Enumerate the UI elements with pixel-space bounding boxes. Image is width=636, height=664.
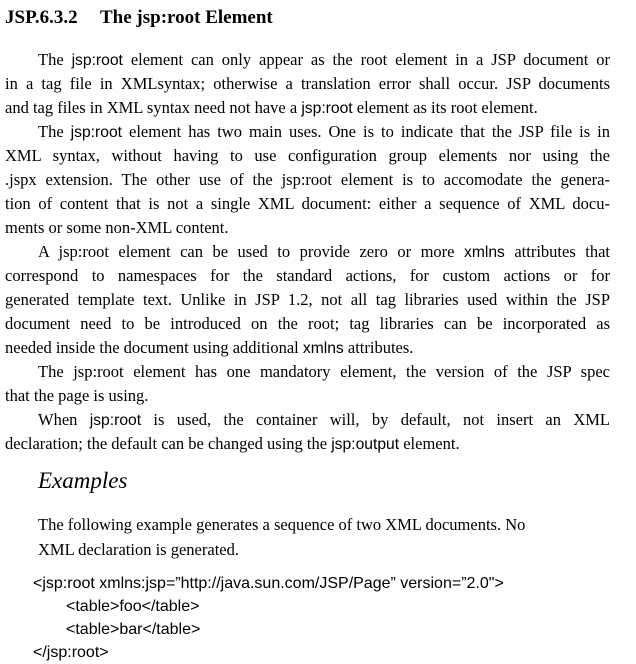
text-segment: generated template text. Unlike in JSP 1.2, not all tag libraries used within the JSP (5, 290, 610, 309)
inline-code-term: jsp:root (89, 412, 142, 429)
inline-code-term: jsp:root (301, 100, 353, 117)
text-segment: declaration; the default can be changed using the (5, 434, 332, 453)
text-line (5, 408, 610, 432)
text-line (5, 312, 610, 336)
text-segment: needed inside the document using additional (5, 338, 303, 357)
code-line: <jsp:root xmlns:jsp=”http://java.sun.com/JSP/Page” version=”2.0"> (33, 575, 504, 592)
example-intro (38, 512, 610, 562)
body-paragraph (5, 120, 610, 240)
text-segment: in a tag file in XMLsyntax; otherwise a translation error shall occur. JSP documents (5, 74, 610, 93)
text-segment: The (38, 122, 71, 141)
text-segment: A jsp:root element can be used to provide zero or more (38, 242, 464, 261)
text-line (5, 120, 610, 144)
code-line: </jsp:root> (33, 644, 109, 661)
inline-code-term: jsp:root (71, 52, 123, 69)
text-line (38, 537, 610, 562)
text-line (5, 96, 610, 120)
text-segment: XML declaration is generated. (38, 540, 239, 559)
text-line (5, 432, 610, 456)
code-line: <table>foo</table> (66, 598, 200, 615)
examples-heading: Examples (38, 468, 128, 493)
text-line (5, 264, 610, 288)
text-segment: element can only appear as the root element in a JSP document or (122, 50, 610, 69)
text-segment: tion of content that is not a single XML document: either a sequence of XML docu- (5, 194, 610, 213)
inline-code-term: jsp:output (331, 436, 400, 453)
text-line (5, 168, 610, 192)
inline-code-term: xmlns (302, 340, 344, 357)
body-paragraph (5, 48, 610, 120)
text-segment: correspond to namespaces for the standard actions, for custom actions or for (5, 266, 610, 285)
text-segment: element has two main uses. One is to indicate that the JSP file is in (122, 122, 610, 141)
text-line (5, 72, 610, 96)
inline-code-term: jsp:root (70, 124, 122, 141)
text-segment: and tag files in XML syntax need not have a (5, 98, 302, 117)
text-segment: element as its root element. (352, 98, 538, 117)
text-line (5, 288, 610, 312)
section-heading (5, 6, 636, 30)
text-segment: .jspx extension. The other use of the jsp:root element is to accomodate the genera- (5, 170, 610, 189)
text-segment: ments or some non-XML content. (5, 218, 229, 237)
text-line (5, 144, 610, 168)
section-title: The jsp:root Element (100, 7, 273, 28)
text-line (5, 192, 610, 216)
text-segment: attributes that (504, 242, 610, 261)
text-segment: that the page is using. (5, 386, 149, 405)
text-line (5, 384, 610, 408)
text-line (5, 360, 610, 384)
body-paragraph (5, 240, 610, 360)
text-line (5, 336, 610, 360)
text-line (38, 512, 610, 537)
body-paragraph (5, 408, 610, 456)
text-segment: attributes. (343, 338, 414, 357)
text-segment: When (38, 410, 90, 429)
text-segment: is used, the container will, by default, not insert an XML (141, 410, 610, 429)
text-segment: The jsp:root element has one mandatory element, the version of the JSP spec (38, 362, 610, 381)
text-segment: The following example generates a sequence of two XML documents. No (38, 515, 526, 534)
text-line (5, 240, 610, 264)
code-line: <table>bar</table> (66, 621, 201, 638)
text-segment: document need to be introduced on the root; tag libraries can be incorporated as (5, 314, 610, 333)
text-segment: XML syntax, without having to use configuration group elements nor using the (5, 146, 610, 165)
section-number: JSP.6.3.2 (5, 7, 78, 28)
text-line (5, 48, 610, 72)
code-block (0, 572, 636, 664)
text-segment: The (38, 50, 72, 69)
text-line (5, 216, 610, 240)
text-segment: element. (399, 434, 460, 453)
body-paragraph (5, 360, 610, 408)
inline-code-term: xmlns (463, 244, 505, 261)
section-body (0, 48, 636, 456)
